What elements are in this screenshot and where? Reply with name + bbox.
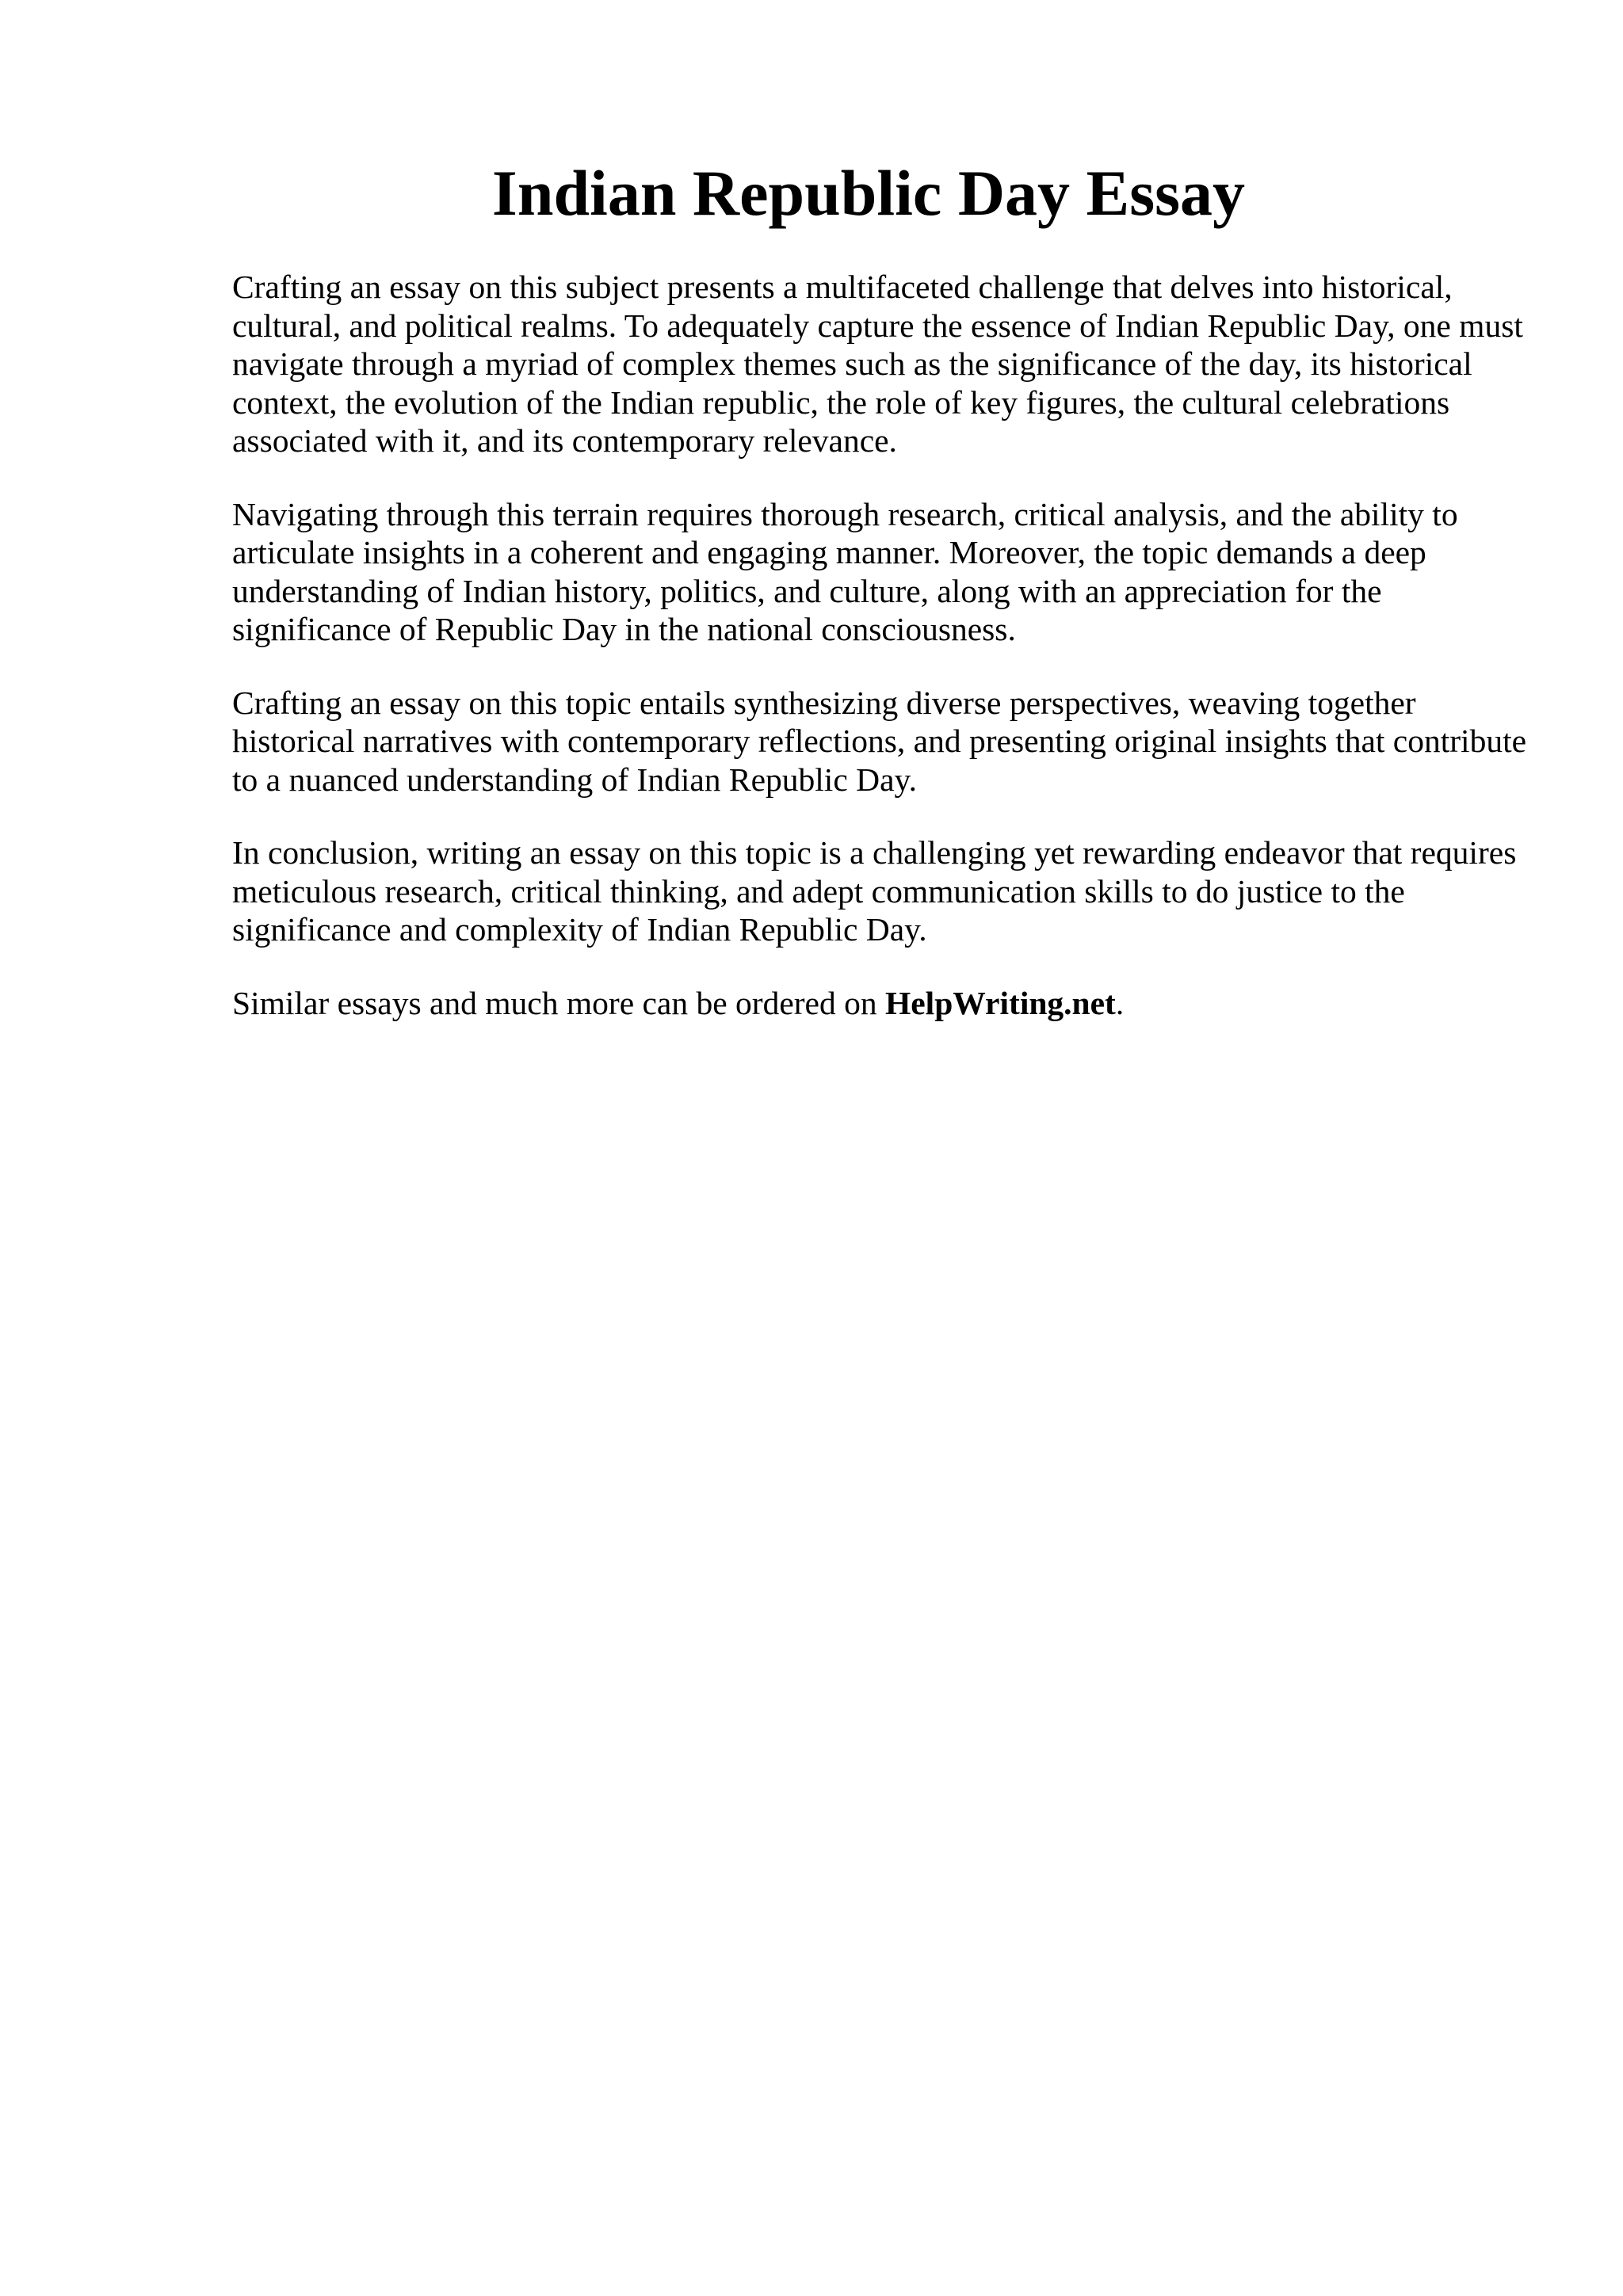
- promo-prefix: Similar essays and much more can be ordered on: [232, 984, 885, 1021]
- paragraph-1: Crafting an essay on this subject presents a multifaceted challenge that delves into historical, cultural, and political realms. To adequately capture the essence of Indian Republic Day, one must navigate through a myriad of complex themes such as the significance of the day, its historical context, the evolution of the Indian republic, the role of key figures, the cultural celebrations associated with it, and its contemporary relevance.: [232, 269, 1523, 459]
- brand-link[interactable]: HelpWriting.net: [884, 984, 1116, 1021]
- promo-line: [232, 984, 1532, 1023]
- page-title: Indian Republic Day Essay: [491, 157, 1246, 229]
- paragraph-4: In conclusion, writing an essay on this topic is a challenging yet rewarding endeavor that requires meticulous research, critical thinking, and adept communication skills to do justice to the significance and complexity of Indian Republic Day.: [232, 834, 1517, 948]
- essay-body: [232, 268, 1532, 1057]
- paragraph-2: Navigating through this terrain requires thorough research, critical analysis, and the ability to articulate insights in a coherent and engaging manner. Moreover, the topic demands a deep understanding of Indian history, politics, and culture, along with an appreciation for the significance of Republic Day in the national consciousness.: [232, 495, 1458, 647]
- paragraph-3: Crafting an essay on this topic entails synthesizing diverse perspectives, weaving together historical narratives with contemporary reflections, and presenting original insights that contribute to a nuanced understanding of Indian Republic Day.: [232, 684, 1527, 798]
- promo-suffix: .: [1115, 984, 1125, 1021]
